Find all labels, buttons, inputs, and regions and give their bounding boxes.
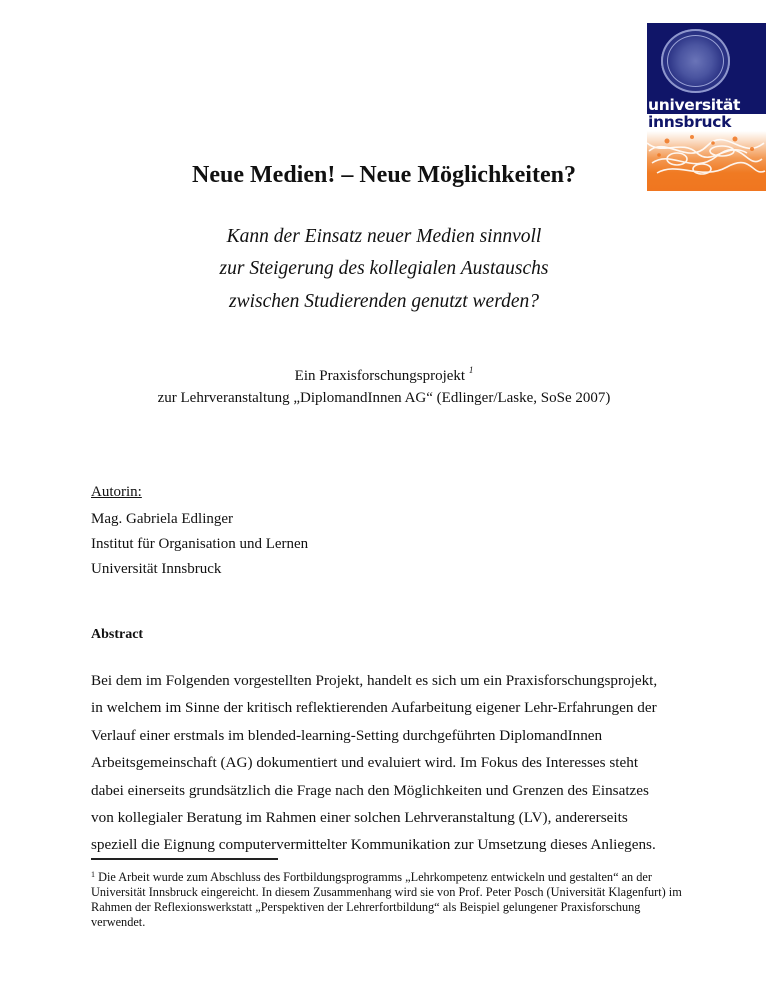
subtitle-line-3: zwischen Studierenden genutzt werden? bbox=[229, 291, 539, 312]
footnote-text: Die Arbeit wurde zum Abschluss des Fortbildungsprogramms „Lehrkompetenz entwickeln und gestalten“ an der Universität Innsbruck eingereicht. In diesem Zusammenhang wird sie von Prof. Peter Posch (Universität Klagenfurt) im Rahmen der Reflexionswerkstatt „Perspektiven der Lehrerfortbildung“ als Beispiel gelungener Praxisforschung verwendet. bbox=[91, 870, 682, 929]
abstract-line: in welchem im Sinne der kritisch reflektierenden Aufarbeitung eigener Lehr-Erfahrungen der bbox=[91, 699, 657, 717]
author-university: Universität Innsbruck bbox=[91, 561, 222, 577]
subtitle-line-2: zur Steigerung des kollegialen Austauschs bbox=[219, 258, 549, 279]
footnote-separator bbox=[91, 858, 278, 860]
project-type: Ein Praxisforschungsprojekt bbox=[294, 368, 466, 384]
footnote-reference[interactable]: 1 bbox=[468, 365, 474, 375]
subtitle-line-1: Kann der Einsatz neuer Medien sinnvoll bbox=[226, 226, 542, 247]
abstract-line: von kollegialer Beratung im Rahmen einer solchen Lehrveranstaltung (LV), andererseits bbox=[91, 809, 628, 827]
abstract-body bbox=[91, 667, 711, 859]
university-seal-icon bbox=[661, 29, 730, 93]
project-line-1 bbox=[0, 365, 768, 385]
abstract-line: Arbeitsgemeinschaft (AG) dokumentiert und evaluiert wird. Im Fokus des Interesses steht bbox=[91, 754, 639, 772]
project-line-2: zur Lehrveranstaltung „DiplomandInnen AG“ (Edlinger/Laske, SoSe 2007) bbox=[157, 390, 611, 406]
abstract-line: dabei einerseits grundsätzlich die Frage nach den Möglichkeiten und Grenzen des Einsatzes bbox=[91, 781, 649, 799]
abstract-line: speziell die Eignung computervermittelter Kommunikation zur Umsetzung dieses Anliegens. bbox=[91, 836, 656, 854]
abstract-heading: Abstract bbox=[91, 627, 144, 642]
logo-wordmark-line2: innsbruck bbox=[648, 113, 732, 131]
author-institute: Institut für Organisation und Lernen bbox=[91, 536, 309, 552]
document-title: Neue Medien! – Neue Möglichkeiten? bbox=[192, 162, 576, 188]
author-name: Mag. Gabriela Edlinger bbox=[91, 511, 234, 527]
author-label: Autorin: bbox=[91, 484, 142, 500]
abstract-line: Verlauf einer erstmals im blended-learning-Setting durchgeführten DiplomandInnen bbox=[91, 726, 603, 744]
footnote-marker: 1 bbox=[91, 870, 95, 879]
logo-wordmark-line1: universität bbox=[647, 97, 766, 114]
abstract-line: Bei dem im Folgenden vorgestellten Projekt, handelt es sich um ein Praxisforschungsprojekt, bbox=[91, 672, 658, 689]
footnote bbox=[91, 867, 691, 930]
